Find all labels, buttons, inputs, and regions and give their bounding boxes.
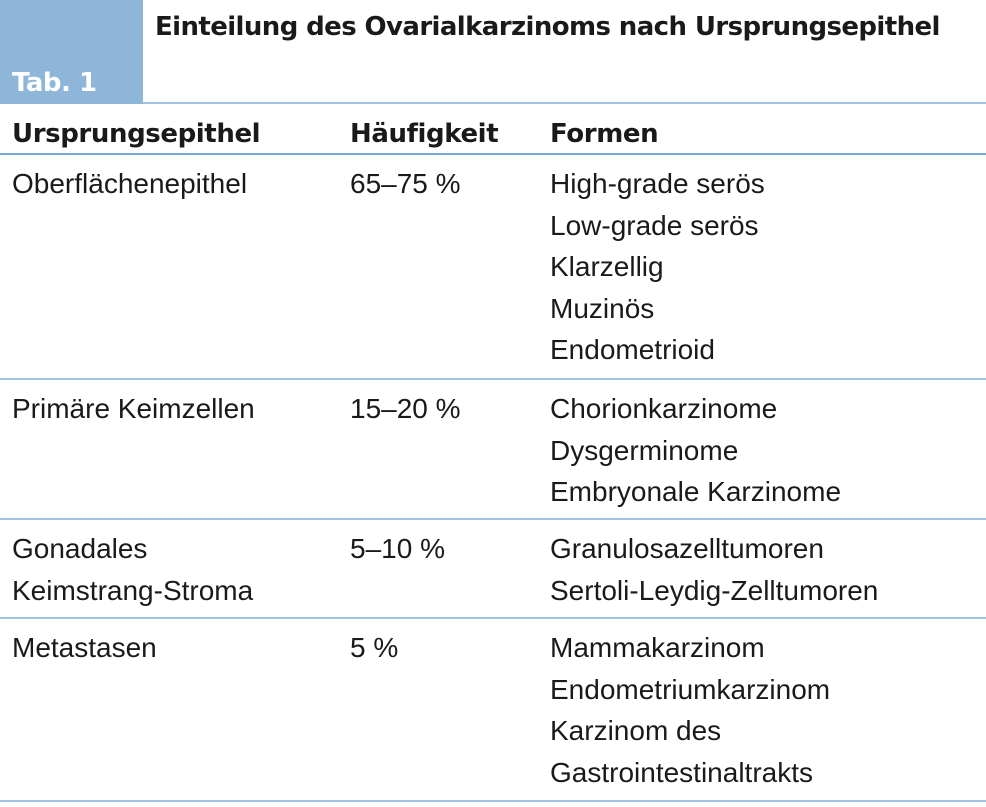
column-header-ursprungsepithel: Ursprungsepithel xyxy=(12,119,261,149)
form-item: Chorionkarzinome xyxy=(550,393,778,424)
data-table xyxy=(0,104,986,802)
frequency-cell: 5 % xyxy=(350,632,399,663)
table-header xyxy=(0,0,986,104)
form-item: Embryonale Karzinome xyxy=(550,476,842,507)
form-item: Gastrointestinaltrakts xyxy=(550,756,813,788)
form-item: Karzinom des xyxy=(550,715,722,746)
forms-cell xyxy=(538,520,986,617)
epithel-cell xyxy=(0,619,338,800)
table-row xyxy=(0,520,986,619)
table-row xyxy=(0,619,986,802)
epithel-cell xyxy=(0,520,338,617)
column-header-formen: Formen xyxy=(550,119,659,149)
form-item: Endometrioid xyxy=(550,334,715,365)
forms-cell xyxy=(538,155,986,378)
form-item: Klarzellig xyxy=(550,251,664,282)
form-item: Dysgerminome xyxy=(550,434,739,466)
table-number: Tab. 1 xyxy=(12,68,97,98)
column-header-haeufigkeit: Häufigkeit xyxy=(350,119,499,149)
title-box xyxy=(143,0,986,104)
epithel-text: Metastasen xyxy=(12,632,157,663)
form-item: Granulosazelltumoren xyxy=(550,533,824,564)
epithel-text: Gonadales xyxy=(12,533,148,564)
table-title: Einteilung des Ovarialkarzinoms nach Ursprungsepithel xyxy=(155,12,940,42)
form-item: Mammakarzinom xyxy=(550,632,765,663)
forms-cell xyxy=(538,380,986,518)
forms-cell xyxy=(538,619,986,800)
epithel-cell xyxy=(0,155,338,378)
form-item: Endometriumkarzinom xyxy=(550,673,831,705)
table-row xyxy=(0,155,986,380)
form-item: High-grade serös xyxy=(550,168,765,199)
frequency-cell: 65–75 % xyxy=(350,168,461,199)
epithel-text: Oberflächenepithel xyxy=(12,168,248,199)
form-item: Muzinös xyxy=(550,292,655,324)
column-header-row xyxy=(0,104,986,155)
epithel-text: Keimstrang-Stroma xyxy=(12,574,254,606)
epithel-text: Primäre Keimzellen xyxy=(12,393,255,424)
table-row xyxy=(0,380,986,520)
table-number-box xyxy=(0,0,143,104)
frequency-cell: 5–10 % xyxy=(350,533,445,564)
epithel-cell xyxy=(0,380,338,518)
frequency-cell: 15–20 % xyxy=(350,393,461,424)
form-item: Low-grade serös xyxy=(550,209,759,241)
form-item: Sertoli-Leydig-Zelltumoren xyxy=(550,574,879,606)
